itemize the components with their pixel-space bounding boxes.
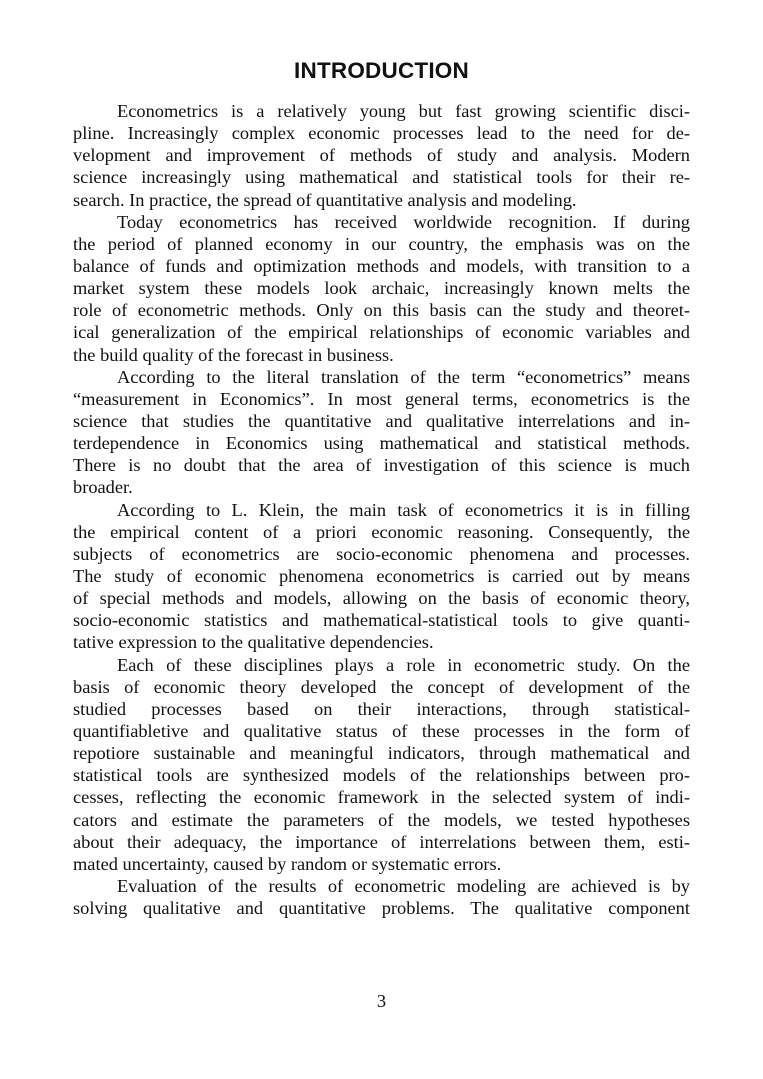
text-line: velopment and improvement of methods of study and analysis. Modern: [73, 145, 690, 166]
text-line: the period of planned economy in our country, the emphasis was on the: [73, 233, 690, 254]
text-line: Econometrics is a relatively young but fast growing scientific disci-: [117, 101, 690, 121]
text-line: There is no doubt that the area of investigation of this science is much: [73, 455, 690, 476]
paragraph: [73, 366, 690, 499]
text-line: mated uncertainty, caused by random or systematic errors.: [73, 853, 502, 874]
text-line: socio-economic statistics and mathematical-statistical tools to give quanti-: [73, 610, 690, 631]
text-line: Today econometrics has received worldwide recognition. If during: [117, 211, 690, 232]
text-line: “measurement in Economics”. In most general terms, econometrics is the: [73, 388, 690, 409]
text-line: the empirical content of a priori economic reasoning. Consequently, the: [73, 521, 690, 542]
paragraph: [73, 211, 690, 366]
text-line: Evaluation of the results of econometric modeling are achieved is by: [117, 875, 690, 896]
text-line: role of econometric methods. Only on this basis can the study and theoret-: [73, 300, 690, 321]
paragraph: [73, 875, 690, 919]
text-line: search. In practice, the spread of quantitative analysis and modeling.: [73, 189, 577, 210]
text-line: cators and estimate the parameters of the models, we tested hypotheses: [73, 809, 690, 830]
text-line: solving qualitative and quantitative problems. The qualitative component: [73, 898, 690, 919]
text-line: studied processes based on their interactions, through statistical-: [73, 698, 690, 719]
paragraph: [73, 654, 690, 875]
page-title: INTRODUCTION: [294, 58, 469, 83]
text-line: The study of economic phenomena econometrics is carried out by means: [73, 565, 690, 586]
text-line: broader.: [73, 477, 133, 498]
text-line: the build quality of the forecast in business.: [73, 344, 394, 365]
text-line: cesses, reflecting the economic framework in the selected system of indi-: [73, 787, 690, 808]
paragraph: [73, 499, 690, 654]
text-line: basis of economic theory developed the concept of development of the: [73, 676, 690, 697]
text-line: According to L. Klein, the main task of econometrics it is in filling: [117, 499, 690, 520]
text-line: subjects of econometrics are socio-economic phenomena and processes.: [73, 543, 690, 564]
text-line: pline. Increasingly complex economic processes lead to the need for de-: [73, 123, 690, 144]
text-line: science that studies the quantitative and qualitative interrelations and in-: [73, 410, 690, 431]
text-line: repotiore sustainable and meaningful indicators, through mathematical and: [73, 743, 690, 764]
text-line: quantifiabletive and qualitative status of these processes in the form of: [73, 720, 690, 741]
text-line: According to the literal translation of the term “econometrics” means: [117, 366, 690, 387]
text-line: market system these models look archaic, increasingly known melts the: [73, 278, 690, 299]
text-line: balance of funds and optimization methods and models, with transition to a: [73, 255, 690, 276]
paragraph: [73, 100, 690, 211]
page-number: 3: [376, 991, 387, 1011]
text-line: of special methods and models, allowing on the basis of economic theory,: [73, 588, 690, 609]
text-line: science increasingly using mathematical and statistical tools for their re-: [73, 167, 690, 188]
text-line: Each of these disciplines plays a role in econometric study. On the: [117, 654, 690, 675]
text-line: tative expression to the qualitative dependencies.: [73, 632, 434, 653]
text-line: terdependence in Economics using mathematical and statistical methods.: [73, 433, 690, 454]
text-line: about their adequacy, the importance of interrelations between them, esti-: [73, 831, 690, 852]
body-text: [73, 100, 690, 919]
text-line: statistical tools are synthesized models of the relationships between pro-: [73, 765, 690, 786]
text-line: ical generalization of the empirical relationships of economic variables and: [73, 322, 690, 343]
